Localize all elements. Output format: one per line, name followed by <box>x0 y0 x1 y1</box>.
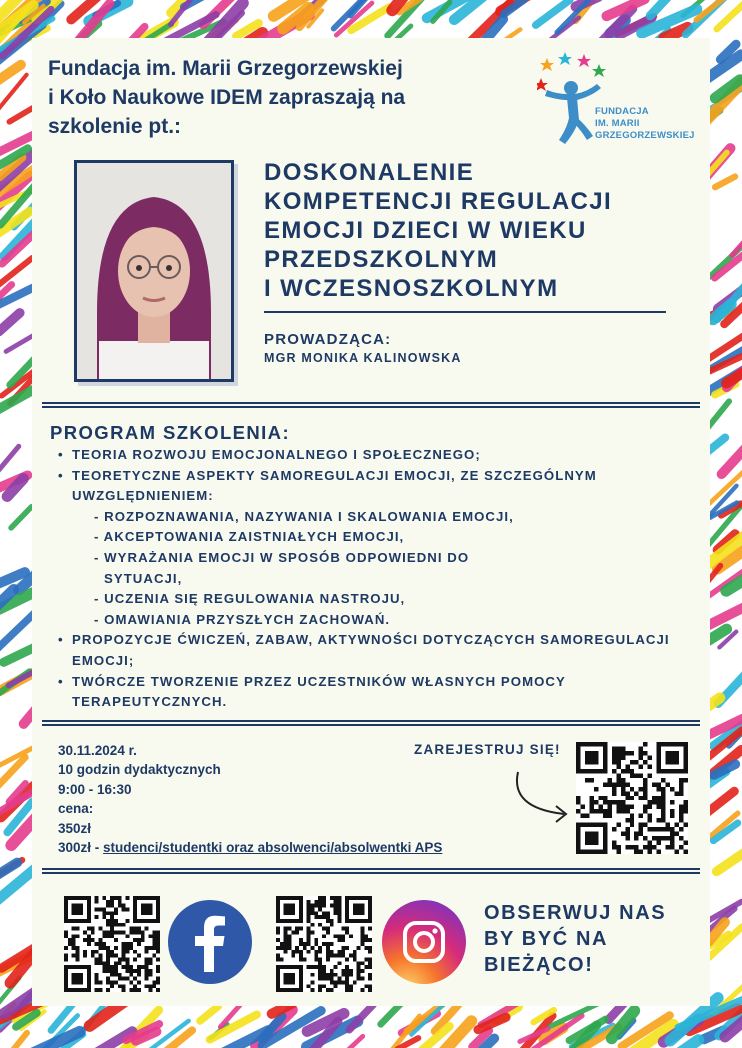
intro-line-3: szkolenie pt.: <box>48 115 182 138</box>
speaker-photo <box>74 160 234 382</box>
brush-stroke <box>349 1005 373 1030</box>
logo-line-3: GRZEGORZEWSKIEJ <box>595 130 695 141</box>
brush-stroke <box>0 863 17 882</box>
price-label: cena: <box>58 801 94 817</box>
course-title-line: DOSKONALENIE <box>264 159 475 186</box>
sub-list-item: - OMAWIANIA PRZYSZŁYCH ZACHOWAŃ. <box>94 611 391 627</box>
brush-stroke <box>0 446 19 472</box>
course-title-line: PRZEDSZKOLNYM <box>264 246 499 273</box>
list-item: • TWÓRCZE TWORZENIE PRZEZ UCZESTNIKÓW WŁASNYCH POMOCY TERAPEUTYCZNYCH. <box>58 672 698 713</box>
course-title <box>264 158 684 303</box>
price-standard: 350zł <box>58 820 92 836</box>
course-title-line: I WCZESNOSZKOLNYM <box>264 275 559 302</box>
register-label: ZAREJESTRUJ SIĘ! <box>414 742 561 757</box>
lead-label: PROWADZĄCA: <box>264 331 392 348</box>
brush-stroke <box>200 1006 218 1021</box>
intro-line-1: Fundacja im. Marii Grzegorzewskiej <box>48 57 403 80</box>
section-divider <box>42 402 700 408</box>
facebook-icon[interactable] <box>168 900 252 984</box>
course-title-line: KOMPETENCJI REGULACJI <box>264 188 613 215</box>
follow-line-2: BY BYĆ NA <box>484 928 609 950</box>
list-item: • TEORETYCZNE ASPEKTY SAMOREGULACJI EMOCJI, ZE SZCZEGÓLNYM UWZGLĘDNIENIEM: <box>58 466 698 507</box>
brush-stroke <box>715 177 735 188</box>
brush-stroke <box>726 371 742 384</box>
sub-list-text: - WYRAŻANIA EMOCJI W SPOSÓB ODPOWIEDNI DO <box>94 549 470 565</box>
price-reduced <box>58 838 442 857</box>
brush-stroke <box>347 1036 363 1048</box>
logo-line-2: IM. MARII <box>595 118 640 129</box>
brush-stroke <box>4 647 36 662</box>
brush-stroke <box>13 1033 27 1048</box>
section-divider <box>42 720 700 726</box>
brush-stroke <box>708 438 725 452</box>
title-divider <box>264 311 666 313</box>
intro-heading <box>48 54 488 141</box>
brush-stroke <box>680 1040 698 1048</box>
sub-list-text: SYTUACJI, <box>104 570 183 586</box>
registration-qr-code[interactable] <box>576 742 688 854</box>
sub-list-item: - ROZPOZNAWANIA, NAZYWANIA I SKALOWANIA EMOCJI, <box>94 508 514 524</box>
program-title: PROGRAM SZKOLENIA: <box>50 422 291 443</box>
instagram-qr-code[interactable] <box>276 896 372 992</box>
sub-list-item: - UCZENIA SIĘ REGULOWANIA NASTROJU, <box>94 591 406 607</box>
instagram-icon[interactable] <box>382 900 466 984</box>
logo-line-1: FUNDACJA <box>595 106 649 117</box>
course-title-line: EMOCJI DZIECI W WIEKU <box>264 217 587 244</box>
list-item: • TEORIA ROZWOJU EMOCJONALNEGO I SPOŁECZNEGO; <box>58 445 698 466</box>
follow-line-3: BIEŻĄCO! <box>484 954 594 976</box>
event-info <box>58 741 442 857</box>
program-list <box>58 445 698 713</box>
brush-stroke <box>717 852 742 872</box>
event-date: 30.11.2024 r. <box>58 743 137 758</box>
lead-name: MGR MONIKA KALINOWSKA <box>264 351 462 365</box>
intro-line-2: i Koło Naukowe IDEM zapraszają na <box>48 86 406 109</box>
event-time: 9:00 - 16:30 <box>58 781 132 797</box>
poster-panel <box>32 38 710 1006</box>
foundation-logo <box>537 50 697 160</box>
price-reduced-eligibility-link[interactable]: studenci/studentki oraz absolwenci/absolwentki APS <box>103 840 443 856</box>
facebook-qr-code[interactable] <box>64 896 160 992</box>
follow-line-1: OBSERWUJ NAS <box>484 902 667 924</box>
logo-text <box>595 106 695 142</box>
price-reduced-amount: 300zł - <box>58 840 100 856</box>
section-divider <box>42 868 700 874</box>
follow-us-text <box>484 900 704 978</box>
curved-arrow-icon <box>502 768 582 828</box>
sub-list-item <box>58 548 698 589</box>
list-item: • PROPOZYCJE ĆWICZEŃ, ZABAW, AKTYWNOŚCI DOTYCZĄCYCH SAMOREGULACJI EMOCJI; <box>58 630 698 671</box>
brush-stroke <box>0 313 20 332</box>
brush-stroke <box>650 0 672 16</box>
sub-list-item: - AKCEPTOWANIA ZAISTNIAŁYCH EMOCJI, <box>94 529 405 545</box>
brush-stroke <box>478 1017 506 1029</box>
brush-stroke <box>11 507 31 528</box>
event-hours: 10 godzin dydaktycznych <box>58 762 221 778</box>
